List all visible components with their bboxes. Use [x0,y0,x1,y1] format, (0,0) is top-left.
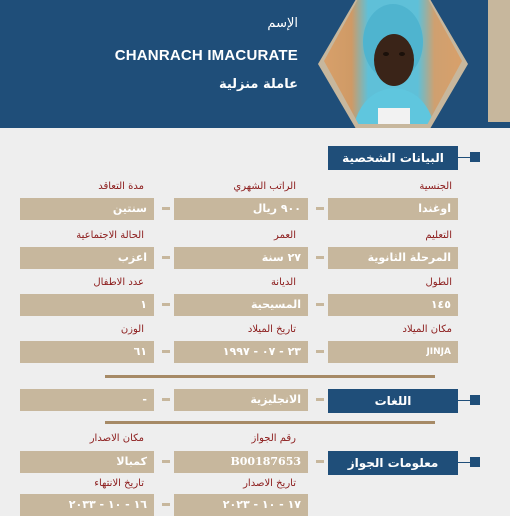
field-connector [316,303,324,306]
label-salary: الراتب الشهري [233,181,296,192]
label-weight: الوزن [120,324,144,335]
field-education: المرحلة الثانوية [328,247,458,269]
field-connector [162,503,170,506]
field-language-2: - [20,389,154,411]
field-connector [316,460,324,463]
field-connector [162,207,170,210]
field-passport-number: B00187653 [174,451,308,473]
label-children: عدد الاطفال [93,277,144,288]
label-issue-date: تاريخ الاصدار [243,478,296,489]
label-birthplace: مكان الميلاد [402,324,452,335]
field-connector [316,207,324,210]
label-education: التعليم [425,230,452,241]
section-divider [105,375,435,378]
field-height: ١٤٥ [328,294,458,316]
label-age: العمر [274,230,296,241]
field-connector [162,398,170,401]
field-marital: اعزب [20,247,154,269]
field-connector [162,256,170,259]
field-connector [162,350,170,353]
section-divider [105,421,435,424]
label-issue-place: مكان الاصدار [89,433,144,444]
field-issue-place: كمبالا [20,451,154,473]
section-bullet-icon [470,457,480,467]
field-birthplace: JINJA [328,341,458,363]
section-title-personal: البيانات الشخصية [328,146,458,170]
field-connector [316,350,324,353]
field-expiry-date: ١٦ - ١٠ - ٢٠٣٣ [20,494,154,516]
label-religion: الديانة [270,277,296,288]
section-bullet-icon [470,395,480,405]
label-expiry-date: تاريخ الانتهاء [94,478,144,489]
field-issue-date: ١٧ - ١٠ - ٢٠٢٣ [174,494,308,516]
label-birthdate: تاريخ الميلاد [247,324,296,335]
field-connector [316,398,324,401]
full-name: CHANRACH IMACURATE [114,47,298,64]
field-salary: ٩٠٠ ريال [174,198,308,220]
label-height: الطول [425,277,452,288]
field-contract: سنتين [20,198,154,220]
job-title: عاملة منزلية [218,77,298,92]
label-contract: مدة التعاقد [98,181,144,192]
field-nationality: اوغندا [328,198,458,220]
field-weight: ٦١ [20,341,154,363]
label-nationality: الجنسية [419,181,452,192]
field-language-1: الانجليزية [174,389,308,411]
field-age: ٢٧ سنة [174,247,308,269]
field-children: ١ [20,294,154,316]
label-passport-number: رقم الجواز [251,433,296,444]
name-label: الإسم [267,16,298,31]
header-accent-strip [488,0,510,122]
field-connector [162,460,170,463]
section-title-languages: اللغات [328,389,458,413]
section-bullet-icon [470,152,480,162]
field-religion: المسيحية [174,294,308,316]
section-title-passport: معلومات الجواز [328,451,458,475]
label-marital: الحالة الاجتماعية [76,230,144,241]
field-connector [316,256,324,259]
field-connector [162,303,170,306]
field-birthdate: ٢٣ - ٠٧ - ١٩٩٧ [174,341,308,363]
